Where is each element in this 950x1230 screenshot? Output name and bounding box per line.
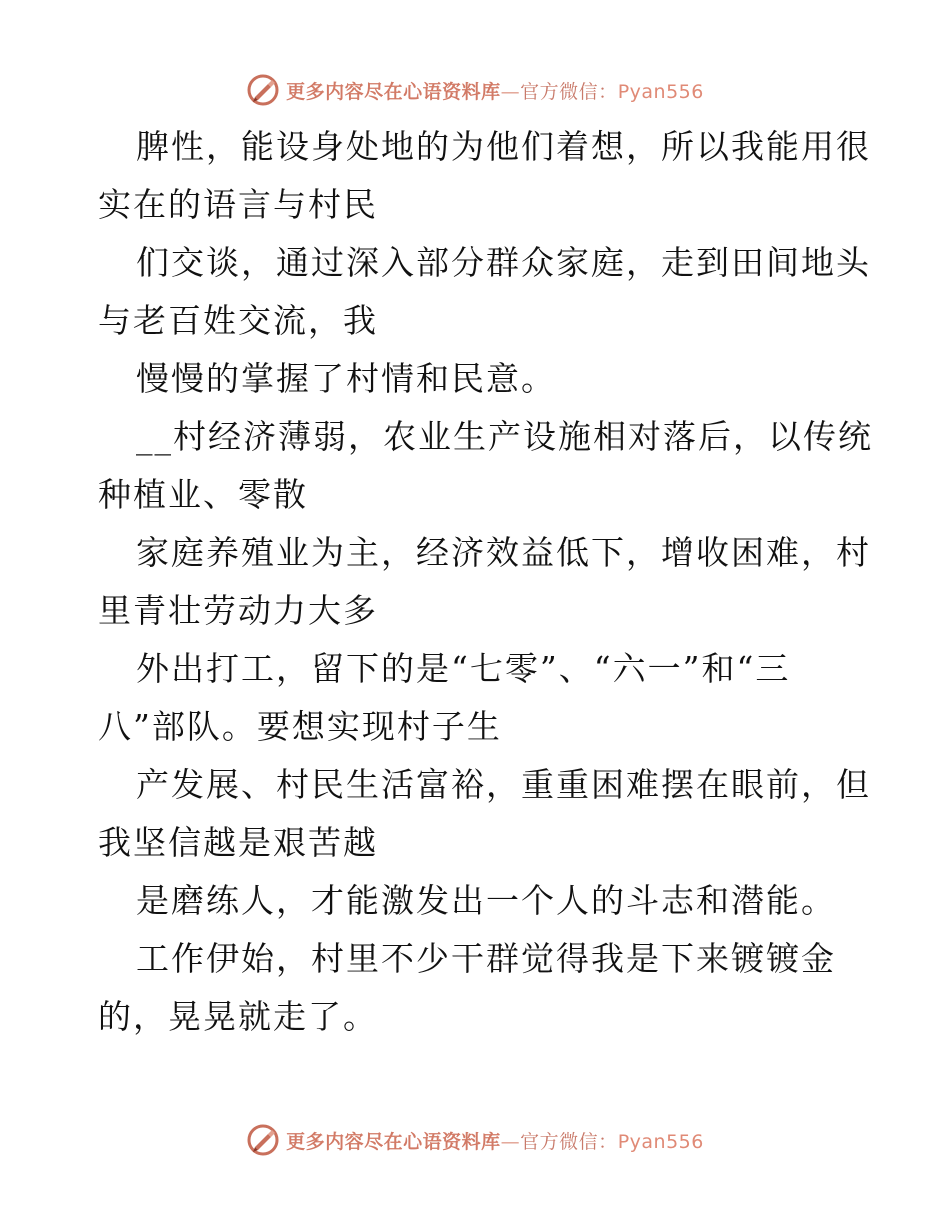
document-body [98, 118, 873, 1046]
text-line: 家庭养殖业为主，经济效益低下，增收困难，村 [136, 533, 871, 572]
text-line: 脾性，能设身处地的为他们着想，所以我能用很 [136, 127, 871, 166]
text-line: 是磨练人，才能激发出一个人的斗志和潜能。 [136, 881, 836, 920]
text-line: 我坚信越是艰苦越 [98, 823, 378, 862]
text-line: 产发展、村民生活富裕，重重困难摆在眼前，但 [136, 765, 871, 804]
watermark-text: 更多内容尽在心语资料库—官方微信：Pyan556 [286, 80, 704, 103]
pen-logo-icon [246, 1123, 280, 1157]
text-line: 与老百姓交流，我 [98, 301, 378, 340]
text-line: 外出打工，留下的是“七零”、“六一”和“三 [136, 649, 791, 688]
text-line: __村经济薄弱，农业生产设施相对落后，以传统 [136, 417, 873, 456]
watermark-banner-top [0, 70, 950, 110]
text-line: 工作伊始，村里不少干群觉得我是下来镀镀金 [136, 939, 836, 978]
text-line: 里青壮劳动力大多 [98, 591, 378, 630]
watermark-text: 更多内容尽在心语资料库—官方微信：Pyan556 [286, 1130, 704, 1153]
text-line: 们交谈，通过深入部分群众家庭，走到田间地头 [136, 243, 871, 282]
pen-logo-icon [246, 73, 280, 107]
text-line: 实在的语言与村民 [98, 185, 378, 224]
text-line: 的，晃晃就走了。 [98, 997, 378, 1036]
text-line: 八”部队。要想实现村子生 [98, 707, 502, 746]
watermark-banner-bottom [0, 1120, 950, 1160]
text-line: 慢慢的掌握了村情和民意。 [136, 359, 556, 398]
text-line: 种植业、零散 [98, 475, 308, 514]
